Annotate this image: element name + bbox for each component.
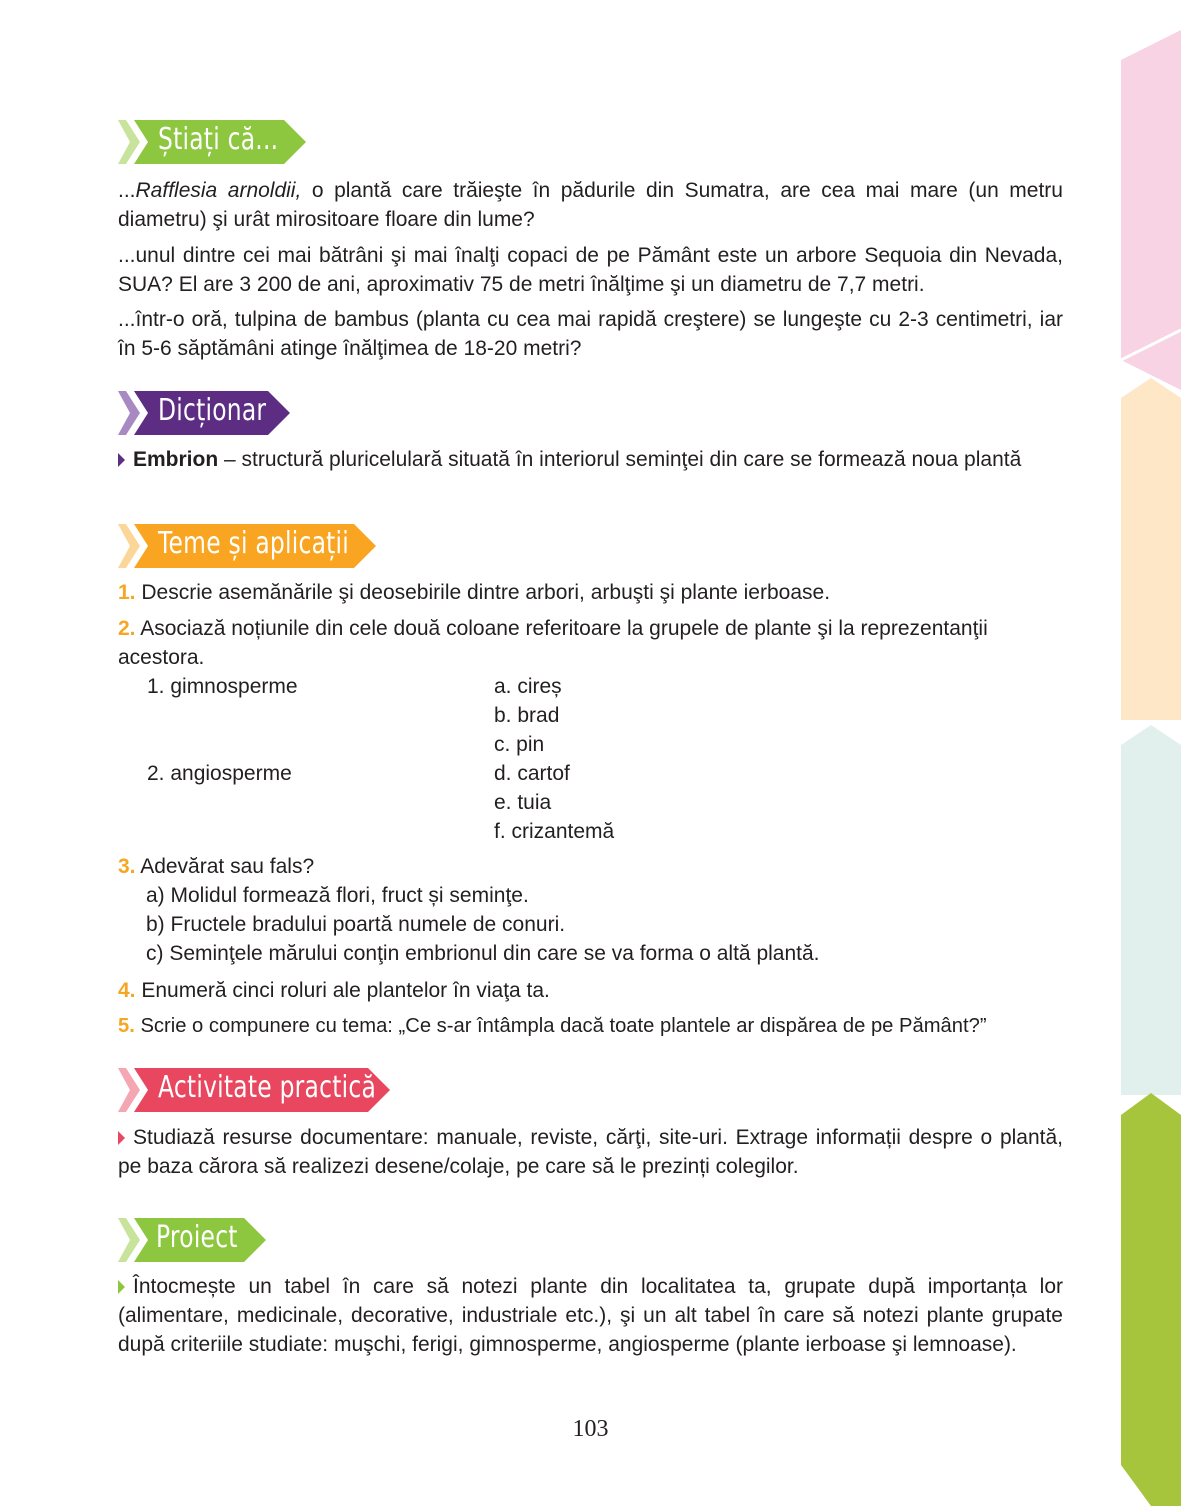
right-column-item: c. pin bbox=[494, 733, 545, 756]
stiati-paragraph-3: ...într-o oră, tulpina de bambus (planta cu cea mai rapidă creştere) se lungeşte cu 2-3 centimetri, iar în 5-6 săptămâni atinge înălţimea de 18-20 metri? bbox=[118, 308, 1063, 360]
section-header-stiati bbox=[118, 118, 308, 166]
question-1: 1. Descrie asemănările şi deosebirile dintre arbori, arbuşti şi plante ierboase. bbox=[118, 581, 831, 604]
page-number: 103 bbox=[572, 1416, 609, 1442]
bullet-icon bbox=[118, 1131, 125, 1145]
question-2: 2. Asociază noțiunile din cele două coloane referitoare la grupele de plante şi la reprezentanţii acestora. bbox=[118, 617, 988, 669]
section-header-activitate bbox=[118, 1066, 393, 1114]
section-title: Proiect bbox=[156, 1220, 238, 1255]
question-3: 3. Adevărat sau fals? bbox=[118, 855, 315, 878]
question-5: 5. Scrie o compunere cu tema: „Ce s-ar întâmpla dacă toate plantele ar dispărea de pe Pământ?” bbox=[118, 1015, 987, 1037]
side-tab-pink bbox=[1121, 30, 1181, 390]
question-3-item: a) Molidul formează flori, fruct și seminţe. bbox=[146, 884, 529, 907]
section-title: Teme și aplicații bbox=[158, 526, 350, 561]
section-header-teme bbox=[118, 522, 378, 570]
right-column-item: f. crizantemă bbox=[494, 820, 615, 843]
left-column-item: 1. gimnosperme bbox=[147, 675, 298, 698]
question-3-item: b) Fructele bradului poartă numele de conuri. bbox=[146, 913, 566, 936]
section-title: Activitate practică bbox=[158, 1070, 377, 1105]
side-tab-mint bbox=[1121, 715, 1181, 1095]
section-header-dictionar bbox=[118, 389, 293, 437]
stiati-paragraph-1: ...Rafflesia arnoldii, o plantă care trăieşte în pădurile din Sumatra, are cea mai mare (un metru diametru) şi urât mirositoare floare din lume? bbox=[118, 179, 1063, 231]
side-tab-peach bbox=[1121, 370, 1181, 720]
question-3-item: c) Seminţele mărului conţin embrionul din care se va forma o altă plantă. bbox=[146, 942, 820, 965]
right-column-item: a. cireș bbox=[494, 675, 562, 698]
right-column-item: e. tuia bbox=[494, 791, 552, 814]
right-column-item: b. brad bbox=[494, 704, 560, 727]
stiati-paragraph-2: ...unul dintre cei mai bătrâni şi mai înalţi copaci de pe Pământ este un arbore Sequoia din Nevada, SUA? El are 3 200 de ani, aproximativ 75 de metri înălţime şi un diametru de 7,7 metri. bbox=[118, 244, 1063, 296]
activitate-text: Studiază resurse documentare: manuale, reviste, cărţi, site-uri. Extrage informații despre o plantă, pe baza cărora să realizezi desene/colaje, pe care să le prezinți colegilor. bbox=[118, 1126, 1063, 1178]
section-header-proiect bbox=[118, 1216, 268, 1264]
bullet-icon bbox=[118, 453, 125, 467]
bullet-icon bbox=[118, 1280, 125, 1294]
left-column-item: 2. angiosperme bbox=[147, 762, 292, 785]
section-title: Dicționar bbox=[158, 393, 267, 428]
dictionar-entry: Embrion – structură pluricelulară situată în interiorul seminţei din care se formează noua plantă bbox=[118, 445, 1063, 474]
proiect-text: Întocmește un tabel în care să notezi plante din localitatea ta, grupate după importanța lor (alimentare, medicinale, decorative, industriale etc.), şi un alt tabel în care să notezi plante grupate după criteriile studiate: muşchi, ferigi, gimnosperme, angiosperme (plante ierboase şi lemnoase). bbox=[118, 1275, 1063, 1356]
question-4: 4. Enumeră cinci roluri ale plantelor în viaţa ta. bbox=[118, 979, 550, 1002]
section-title: Știați că... bbox=[158, 122, 279, 157]
right-column-item: d. cartof bbox=[494, 762, 570, 785]
